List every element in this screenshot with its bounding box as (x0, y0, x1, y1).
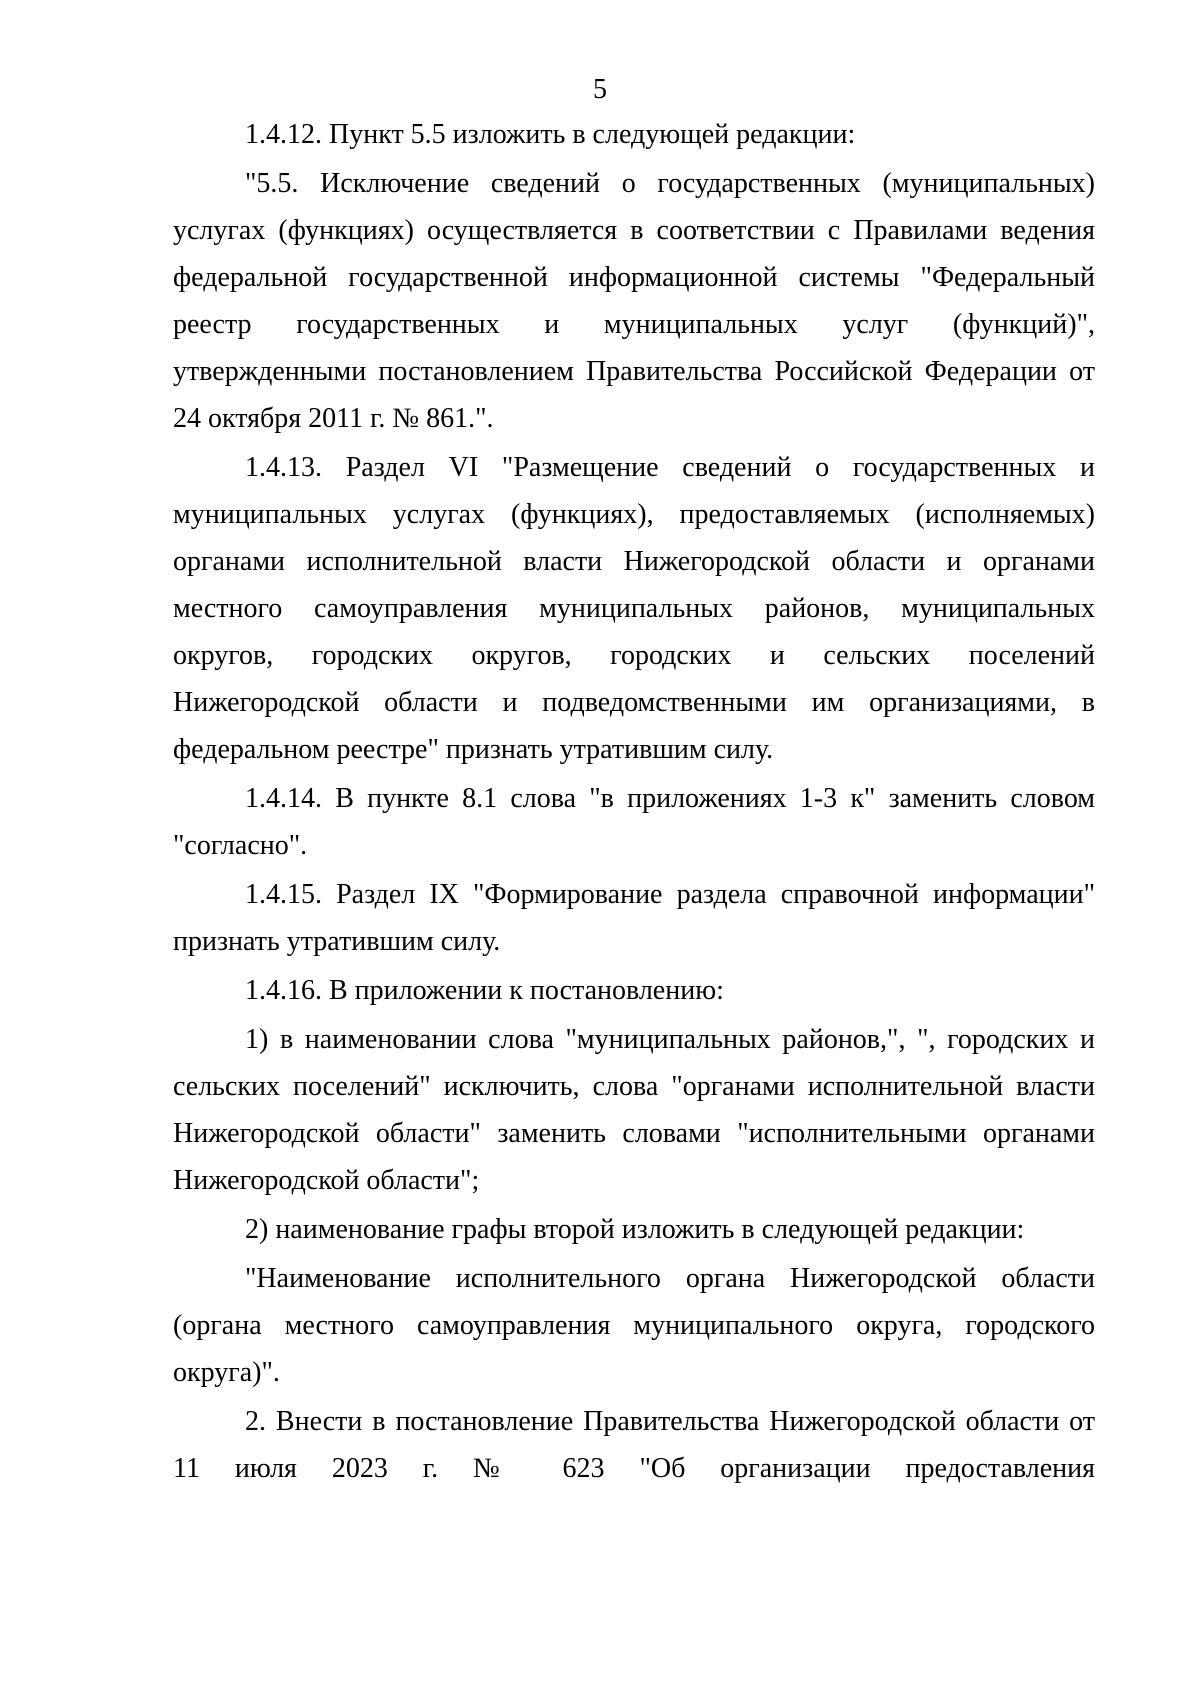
paragraph-1-4-12: 1.4.12. Пункт 5.5 изложить в следующей редакции: (245, 119, 856, 150)
page-number: 5 (593, 74, 607, 105)
paragraph-1-4-14: 1.4.14. В пункте 8.1 слова "в приложениях 1-3 к" заменить словом "согласно". (173, 783, 1095, 861)
paragraph-5-5-quote: "5.5. Исключение сведений о государственных (муниципальных) услугах (функциях) осуществляется в соответствии с Правилами ведения федеральной государственной информационной системы "Федеральный реестр государственных и муниципальных услуг (функций)", утвержденными постановлением Правительства Российской Федерации от 24 октября 2011 г. № 861.". (173, 168, 1095, 434)
document-body (173, 111, 1095, 1494)
paragraph-1-4-15: 1.4.15. Раздел IX "Формирование раздела справочной информации" признать утратившим силу. (173, 879, 1095, 957)
paragraph-item-1: 1) в наименовании слова "муниципальных районов,", ", городских и сельских поселений" исключить, слова "органами исполнительной власти Нижегородской области" заменить словами "исполнительными органами Нижегородской области"; (173, 1024, 1095, 1196)
paragraph-column-title-quote: "Наименование исполнительного органа Нижегородской области (органа местного самоуправления муниципального округа, городского округа)". (173, 1263, 1095, 1388)
paragraph-2: 2. Внести в постановление Правительства Нижегородской области от 11 июля 2023 г. № 623 "Об организации предоставления (173, 1406, 1095, 1484)
paragraph-item-2: 2) наименование графы второй изложить в следующей редакции: (245, 1214, 1025, 1245)
paragraph-1-4-16: 1.4.16. В приложении к постановлению: (245, 975, 724, 1006)
paragraph-1-4-13: 1.4.13. Раздел VI "Размещение сведений о государственных и муниципальных услугах (функциях), предоставляемых (исполняемых) органами исполнительной власти Нижегородской области и органами местного самоуправления муниципальных районов, муниципальных округов, городских округов, городских и сельских поселений Нижегородской области и подведомственными им организациями, в федеральном реестре" признать утратившим силу. (173, 452, 1095, 765)
